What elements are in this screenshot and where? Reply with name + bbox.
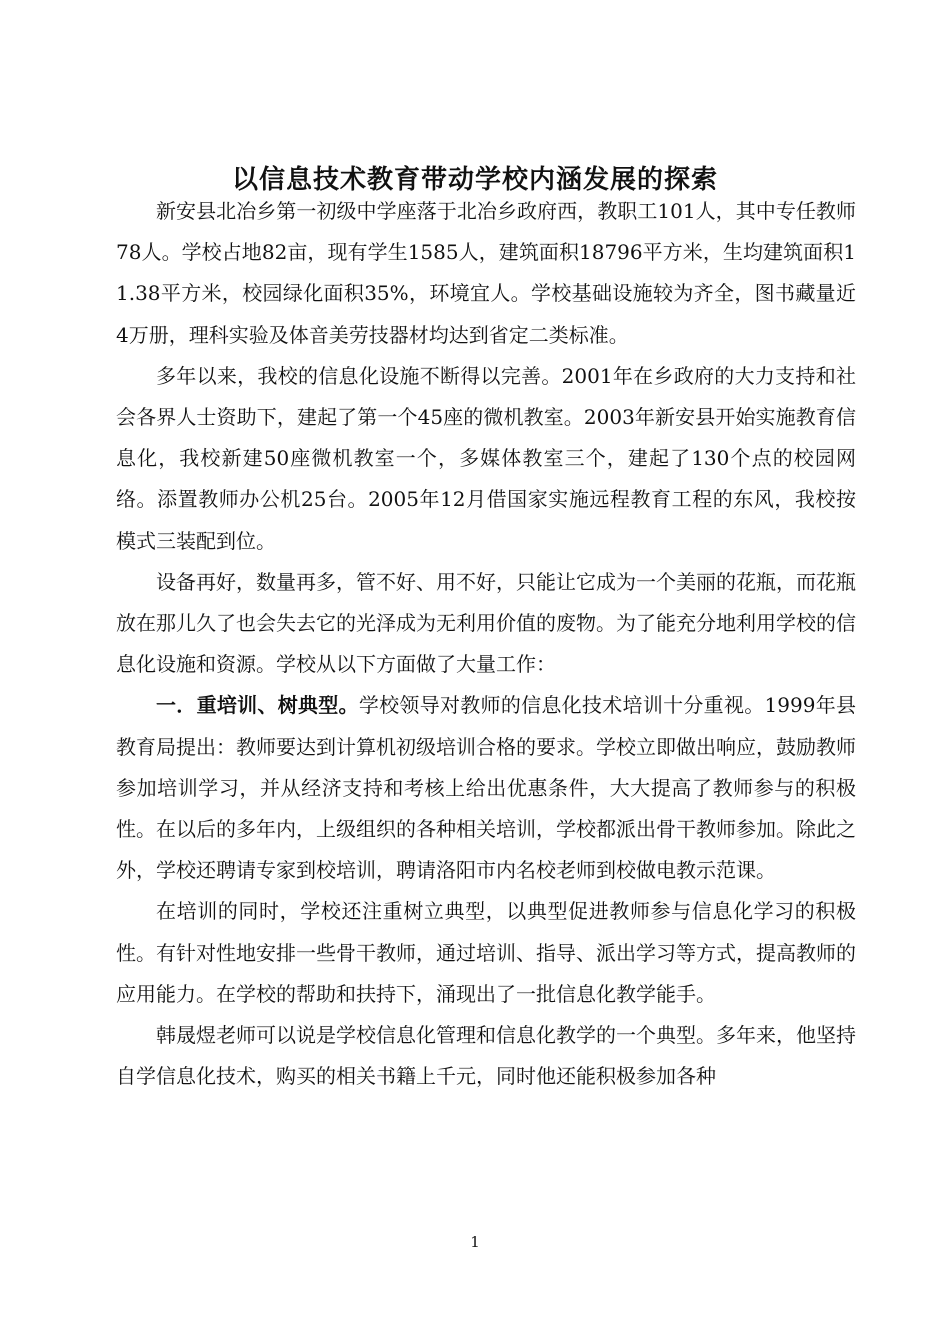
section-heading-training: 一．重培训、树典型。 — [156, 693, 359, 718]
paragraph-training-text: 学校领导对教师的信息化技术培训十分重视。1999年县教育局提出：教师要达到计算机初级培训合格的要求。学校立即做出响应，鼓励教师参加培训学习，并从经济支持和考核上给出优惠条件，大大提高了教师参与的积极性。在以后的多年内，上级组织的各种相关培训，学校都派出骨干教师参加。除此之外，学校还聘请专家到校培训，聘请洛阳市内名校老师到校做电教示范课。 — [116, 693, 856, 883]
page-number: 1 — [470, 1233, 480, 1251]
document-body — [116, 191, 856, 1097]
paragraph-usage-intro: 设备再好，数量再多，管不好、用不好，只能让它成为一个美丽的花瓶，而花瓶放在那儿久了也会失去它的光泽成为无利用价值的废物。为了能充分地利用学校的信息化设施和资源。学校从以下方面做了大量工作： — [116, 569, 856, 677]
paragraph-facilities-history: 多年以来，我校的信息化设施不断得以完善。2001年在乡政府的大力支持和社会各界人士资助下，建起了第一个45座的微机教室。2003年新安县开始实施教育信息化，我校新建50座微机教室一个，多媒体教室三个，建起了130个点的校园网络。添置教师办公机25台。2005年12月借国家实施远程教育工程的东风，我校按模式三装配到位。 — [116, 363, 856, 553]
paragraph-training — [116, 685, 856, 891]
paragraph-role-models: 在培训的同时，学校还注重树立典型，以典型促进教师参与信息化学习的积极性。有针对性地安排一些骨干教师，通过培训、指导、派出学习等方式，提高教师的应用能力。在学校的帮助和扶持下，涌现出了一批信息化教学能手。 — [116, 899, 856, 1006]
paragraph-teacher-example: 韩晟煜老师可以说是学校信息化管理和信息化教学的一个典型。多年来，他坚持自学信息化技术，购买的相关书籍上千元，同时他还能积极参加各种 — [116, 1023, 856, 1089]
paragraph-school-overview: 新安县北冶乡第一初级中学座落于北冶乡政府西，教职工101人，其中专任教师78人。学校占地82亩，现有学生1585人，建筑面积18796平方米，生均建筑面积11.38平方米，校园绿化面积35%，环境宜人。学校基础设施较为齐全，图书藏量近4万册，理科实验及体音美劳技器材均达到省定二类标准。 — [116, 199, 856, 347]
document-title: 以信息技术教育带动学校内涵发展的探索 — [231, 165, 718, 196]
